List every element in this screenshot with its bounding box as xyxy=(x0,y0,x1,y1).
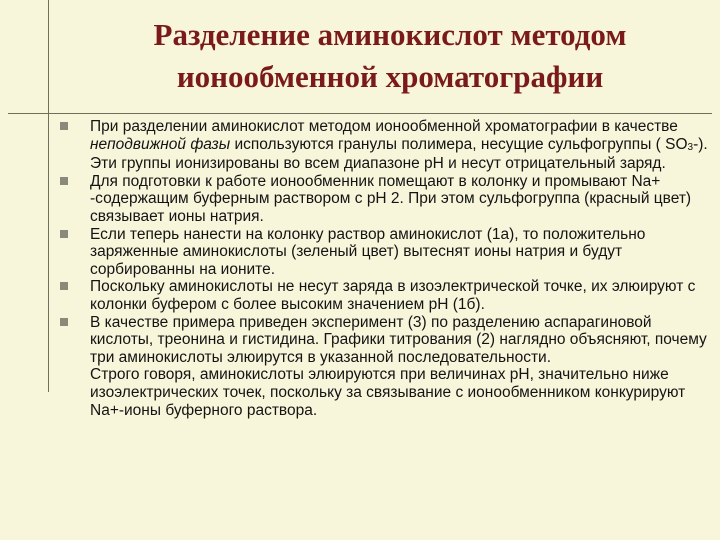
slide-title xyxy=(100,14,680,98)
bullet-item-4 xyxy=(58,278,708,313)
bullet-item-1 xyxy=(58,118,708,173)
bullet-5-continuation: Строго говоря, аминокислоты элюируются при величинах рН, значительно ниже изоэлектрических точек, поскольку за связывание с ионообменником конкурируют Na+-ионы буферного раствора. xyxy=(90,366,686,419)
horizontal-rule xyxy=(8,113,712,114)
bullet-1-subscript: 3 xyxy=(687,141,694,153)
title-line-1: Разделение аминокислот методом xyxy=(153,17,627,52)
title-line-2: ионообменной хроматографии xyxy=(176,59,604,94)
bullet-3-text: Если теперь нанести на колонку раствор аминокислот (1а), то положительно заряженные аминокислоты (зеленый цвет) вытеснят ионы натрия и будут сорбированны на ионите. xyxy=(90,225,646,278)
bullet-4-text: Поскольку аминокислоты не несут заряда в изоэлектрической точке, их элюируют с колонки буфером с более высоким значением рН (1б). xyxy=(90,278,696,313)
bullet-1-emphasis: неподвижной фазы xyxy=(90,135,231,153)
square-bullet-icon xyxy=(60,122,68,130)
bullet-item-2 xyxy=(58,173,708,226)
bullet-2-text: Для подготовки к работе ионообменник помещают в колонку и промывают Na+ -содержащим буферным раствором с рН 2. При этом сульфогруппа (красный цвет) связывает ионы натрия. xyxy=(90,172,692,225)
bullet-1-text-start: При разделении аминокислот методом ионообменной хроматографии в качестве xyxy=(90,118,678,135)
bullet-1-text-mid: используются гранулы полимера, несущие сульфогруппы ( SO xyxy=(230,135,688,153)
bullet-1-text-end: -). Эти группы ионизированы во всем диапазоне рН и несут отрицательный заряд. xyxy=(90,135,708,173)
bullet-5-text: В качестве примера приведен эксперимент (3) по разделению аспарагиновой кислоты, треонина и гистидина. Графики титрования (2) наглядно объясняют, почему три аминокислоты элюирутся в указанной последовательности. xyxy=(90,313,707,366)
vertical-rule xyxy=(48,0,49,392)
square-bullet-icon xyxy=(60,282,68,290)
bullet-item-5 xyxy=(58,314,708,420)
square-bullet-icon xyxy=(60,177,68,185)
bullet-item-3 xyxy=(58,226,708,279)
square-bullet-icon xyxy=(60,318,68,326)
square-bullet-icon xyxy=(60,230,68,238)
bullet-list xyxy=(58,118,708,419)
